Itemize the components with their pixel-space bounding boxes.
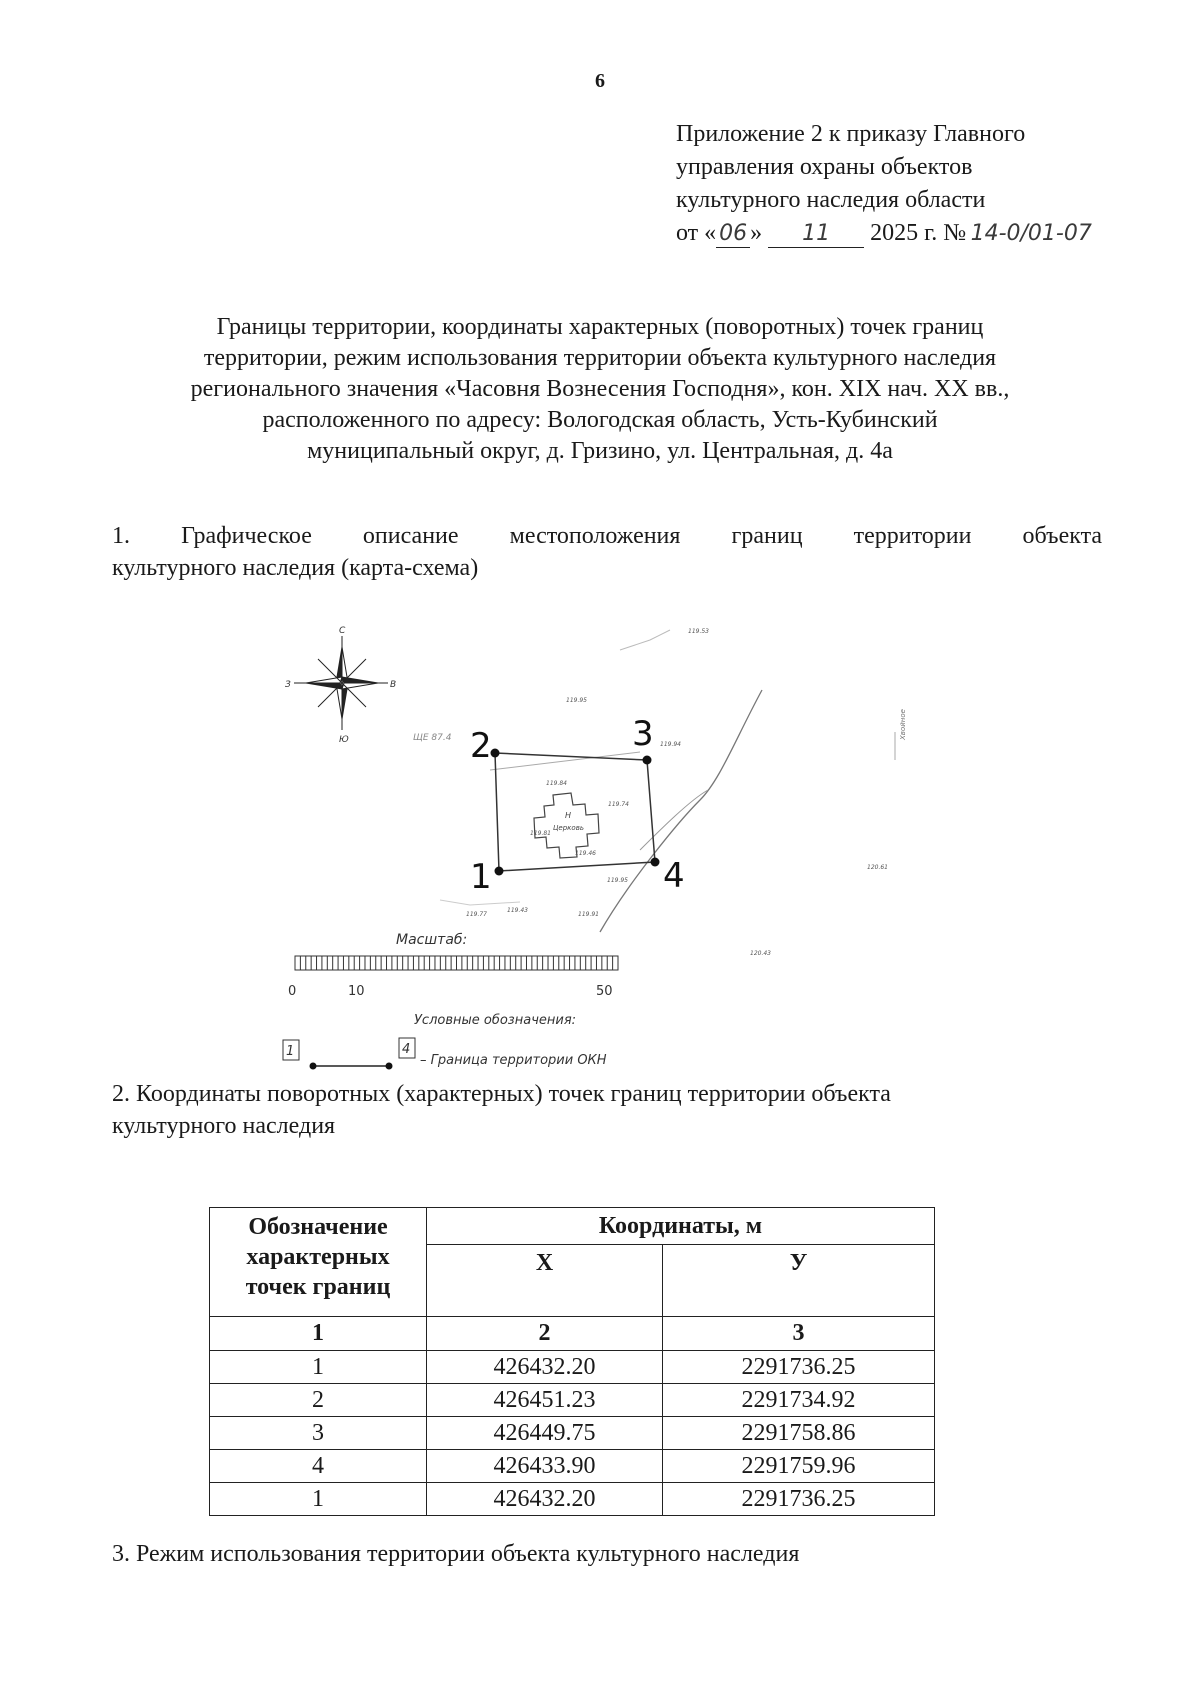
compass-rose-icon — [294, 636, 388, 730]
table-row — [210, 1450, 935, 1483]
date-year: 2025 г. № — [870, 220, 967, 246]
compass-south-label: Ю — [339, 735, 349, 745]
elevation-label: 119.43 — [507, 907, 528, 914]
compass-north-label: С — [339, 626, 346, 636]
section-1-line-2: культурного наследия (карта-схема) — [112, 555, 479, 581]
section-2-line-2: культурного наследия — [112, 1113, 336, 1139]
appendix-line-2: управления охраны объектов — [676, 154, 973, 180]
legend-title: Условные обозначения: — [414, 1013, 577, 1028]
appendix-header — [676, 118, 1146, 250]
legend-to-label: 4 — [402, 1042, 411, 1057]
contour-line — [620, 630, 670, 650]
vertex-2-marker — [491, 749, 500, 758]
header-point-line-3: точек границ — [245, 1274, 391, 1300]
contour-line-2 — [440, 900, 520, 905]
appendix-date-line — [676, 217, 1146, 250]
side-label: Хвойное — [899, 709, 907, 740]
elevation-label: 119.77 — [466, 911, 487, 918]
appendix-line-3: культурного наследия области — [676, 187, 986, 213]
elevation-label: 119.74 — [608, 801, 629, 808]
legend-text: – Граница территории ОКН — [420, 1053, 607, 1068]
page-number: 6 — [595, 70, 605, 92]
scale-label-0: 0 — [288, 984, 297, 999]
table-header-x: Х — [427, 1244, 663, 1316]
title-line-5: муниципальный округ, д. Гризино, ул. Центральная, д. 4а — [307, 438, 893, 464]
vertex-3-label: 3 — [632, 714, 654, 754]
x-cell: 426432.20 — [427, 1351, 663, 1384]
section-3-heading: 3. Режим использования территории объекта культурного наследия — [112, 1541, 800, 1567]
elevation-label: 119.46 — [575, 850, 596, 857]
y-cell: 2291734.92 — [663, 1384, 935, 1417]
elevation-label: 119.81 — [530, 830, 551, 837]
point-cell: 3 — [210, 1417, 427, 1450]
header-point-line-1: Обозначение — [248, 1214, 388, 1240]
column-number: 3 — [663, 1317, 935, 1351]
point-cell: 1 — [210, 1351, 427, 1384]
header-point-line-2: характерных — [246, 1244, 390, 1270]
elevation-label: 120.61 — [867, 864, 888, 871]
elevation-label: 119.84 — [546, 780, 567, 787]
title-line-3: регионального значения «Часовня Вознесения Господня», кон. XIX нач. XX вв., — [190, 376, 1010, 402]
y-cell: 2291758.86 — [663, 1417, 935, 1450]
x-cell: 426449.75 — [427, 1417, 663, 1450]
section-2-line-1: 2. Координаты поворотных (характерных) точек границ территории объекта — [112, 1081, 891, 1107]
date-mid: » — [750, 220, 763, 246]
compass-east-label: В — [390, 680, 397, 690]
elevation-label: 119.94 — [660, 741, 681, 748]
elevation-label: 119.95 — [566, 697, 587, 704]
table-row — [210, 1483, 935, 1516]
date-month: 11 — [768, 221, 864, 248]
fence-line — [490, 752, 640, 770]
coordinates-table — [209, 1207, 935, 1516]
title-line-4: расположенного по адресу: Вологодская область, Усть-Кубинский — [262, 407, 938, 433]
table-header-y: У — [663, 1244, 935, 1316]
elevation-label: 120.43 — [750, 950, 771, 957]
legend-vertex-marker — [386, 1063, 393, 1070]
title-line-1: Границы территории, координаты характерных (поворотных) точек границ — [216, 314, 984, 340]
building-label: Н — [565, 811, 572, 820]
table-row — [210, 1351, 935, 1384]
title-line-2: территории, режим использования территории объекта культурного наследия — [203, 345, 997, 371]
point-cell: 1 — [210, 1483, 427, 1516]
ridge-label: ЩЕ 87.4 — [413, 733, 452, 743]
order-number: 14-0/01-07 — [970, 221, 1092, 246]
vertex-2-label: 2 — [470, 726, 492, 766]
legend-vertex-marker — [310, 1063, 317, 1070]
column-number: 1 — [210, 1317, 427, 1351]
point-cell: 2 — [210, 1384, 427, 1417]
x-cell: 426432.20 — [427, 1483, 663, 1516]
vertex-4-label: 4 — [663, 856, 685, 896]
compass-west-label: З — [285, 680, 291, 690]
elevation-label: 119.91 — [578, 911, 599, 918]
section-1-line-1: 1. Графическое описание местоположения границ территории объекта — [112, 523, 1102, 549]
table-row — [210, 1417, 935, 1450]
appendix-line-1: Приложение 2 к приказу Главного — [676, 121, 1026, 147]
vertex-1-marker — [495, 867, 504, 876]
elevation-label: 119.53 — [688, 628, 709, 635]
legend-from-label: 1 — [286, 1044, 295, 1059]
table-header-coords: Координаты, м — [427, 1208, 935, 1245]
table-header-point — [210, 1208, 427, 1317]
section-1-heading — [112, 520, 1102, 584]
building-type-label: Церковь — [553, 824, 584, 832]
date-prefix: от « — [676, 220, 717, 246]
vertex-4-marker — [651, 858, 660, 867]
table-row — [210, 1384, 935, 1417]
scale-bar — [295, 956, 618, 970]
point-cell: 4 — [210, 1450, 427, 1483]
boundary-map — [0, 600, 1200, 1080]
elevation-label: 119.95 — [607, 877, 628, 884]
vertex-3-marker — [643, 756, 652, 765]
vertex-1-label: 1 — [470, 857, 492, 897]
x-cell: 426451.23 — [427, 1384, 663, 1417]
y-cell: 2291759.96 — [663, 1450, 935, 1483]
scale-title: Масштаб: — [396, 932, 468, 948]
scale-label-50: 50 — [596, 984, 613, 999]
column-number: 2 — [427, 1317, 663, 1351]
section-2-heading — [112, 1078, 1102, 1142]
y-cell: 2291736.25 — [663, 1351, 935, 1384]
x-cell: 426433.90 — [427, 1450, 663, 1483]
document-title — [80, 312, 1120, 467]
scale-label-10: 10 — [348, 984, 365, 999]
date-day: 06 — [716, 221, 750, 248]
y-cell: 2291736.25 — [663, 1483, 935, 1516]
